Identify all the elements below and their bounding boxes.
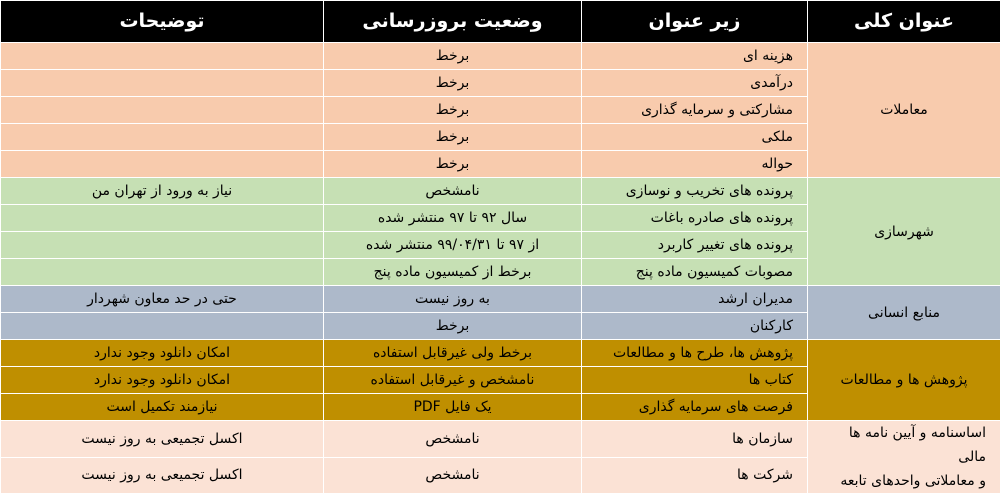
row-notes [1,97,324,124]
row-subtitle: مشارکتی و سرمایه گذاری [582,97,808,124]
row-subtitle: کارکنان [582,313,808,340]
table-row [1,340,1000,367]
row-subtitle: ملکی [582,124,808,151]
row-subtitle: پرونده های تخریب و نوسازی [582,178,808,205]
row-notes [1,313,324,340]
row-status: برخط ولی غیرقابل استفاده [324,340,582,367]
row-status: برخط [324,313,582,340]
row-status: نامشخص [324,178,582,205]
row-status: نامشخص و غیرقابل استفاده [324,367,582,394]
row-notes [1,70,324,97]
group-title-urban-planning: شهرسازی [808,178,1000,286]
group-title-human-resources: منابع انسانی [808,286,1000,340]
row-subtitle: مدیران ارشد [582,286,808,313]
group-title-line: اساسنامه و آیین نامه ها مالی [848,425,986,465]
row-notes: اکسل تجمیعی به روز نیست [1,421,324,458]
row-subtitle: هزینه ای [582,43,808,70]
header-notes: توضیحات [1,1,324,43]
table-row [1,421,1000,458]
row-notes [1,43,324,70]
row-subtitle: پرونده های صادره باغات [582,205,808,232]
row-subtitle: درآمدی [582,70,808,97]
row-subtitle: پژوهش ها، طرح ها و مطالعات [582,340,808,367]
table-row [1,286,1000,313]
header-group: عنوان کلی [808,1,1000,43]
row-status: سال ۹۲ تا ۹۷ منتشر شده [324,205,582,232]
row-subtitle: کتاب ها [582,367,808,394]
row-status: نامشخص [324,421,582,458]
row-status: برخط [324,43,582,70]
row-subtitle: پرونده های تغییر کاربرد [582,232,808,259]
row-status: برخط از کمیسیون ماده پنج [324,259,582,286]
table-row [1,43,1000,70]
group-title-line: و معاملاتی واحدهای تابعه [840,473,986,489]
row-subtitle: شرکت ها [582,457,808,494]
row-notes [1,232,324,259]
row-notes [1,124,324,151]
row-subtitle: مصوبات کمیسیون ماده پنج [582,259,808,286]
row-notes: امکان دانلود وجود ندارد [1,367,324,394]
group-title-statutes [808,421,1000,494]
row-status: برخط [324,151,582,178]
row-notes: حتی در حد معاون شهردار [1,286,324,313]
row-status: به روز نیست [324,286,582,313]
group-title-transactions: معاملات [808,43,1000,178]
row-notes [1,205,324,232]
row-notes: اکسل تجمیعی به روز نیست [1,457,324,494]
row-status: نامشخص [324,457,582,494]
row-notes [1,151,324,178]
row-status: یک فایل PDF [324,394,582,421]
table-row [1,178,1000,205]
row-notes: نیاز به ورود از تهران من [1,178,324,205]
row-status: از ۹۷ تا ۹۹/۰۴/۳۱ منتشر شده [324,232,582,259]
header-subtitle: زیر عنوان [582,1,808,43]
row-subtitle: سازمان ها [582,421,808,458]
group-title-research: پژوهش ها و مطالعات [808,340,1000,421]
row-notes [1,259,324,286]
header-row [1,1,1000,43]
row-notes: نیازمند تکمیل است [1,394,324,421]
row-status: برخط [324,97,582,124]
row-status: برخط [324,70,582,97]
row-subtitle: حواله [582,151,808,178]
row-subtitle: فرصت های سرمایه گذاری [582,394,808,421]
row-notes: امکان دانلود وجود ندارد [1,340,324,367]
row-status: برخط [324,124,582,151]
header-status: وضعیت بروزرسانی [324,1,582,43]
